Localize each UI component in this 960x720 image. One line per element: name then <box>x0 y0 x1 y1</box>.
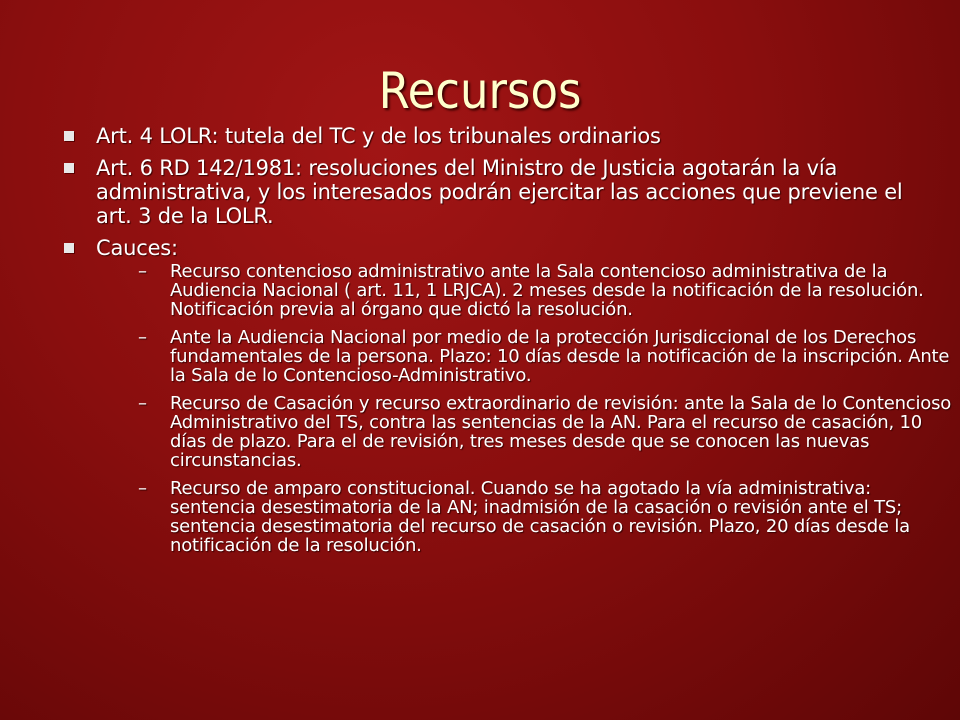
dash-bullet-icon: – <box>138 261 147 282</box>
dash-bullet-icon: – <box>138 393 147 414</box>
dash-bullet-icon: – <box>138 478 147 499</box>
sub-bullet-text: Recurso contencioso administrativo ante la Sala contencioso administrativa de la Audiencia Nacional ( art. 11, 1 LRJCA). 2 meses desde la notificación de la resolución. Notificación previa al órgano que dictó la resolución. <box>170 261 924 320</box>
slide-content <box>64 124 952 564</box>
bullet-item <box>64 124 926 148</box>
square-bullet-icon <box>64 163 74 173</box>
sub-bullet-item <box>138 328 958 385</box>
square-bullet-icon <box>64 131 74 141</box>
bullet-text: Art. 6 RD 142/1981: resoluciones del Ministro de Justicia agotarán la vía administrativa, y los interesados podrán ejercitar las acciones que previene el art. 3 de la LOLR. <box>96 156 903 228</box>
sub-bullet-text: Recurso de Casación y recurso extraordinario de revisión: ante la Sala de lo Contencioso Administrativo del TS, contra las sentencias de la AN. Para el recurso de casación, 10 días de plazo. Para el de revisión, tres meses desde que se conocen las nuevas circunstancias. <box>170 393 952 471</box>
sub-bullet-text: Recurso de amparo constitucional. Cuando se ha agotado la vía administrativa: sentencia desestimatoria de la AN; inadmisión de la casación o revisión ante el TS; sentencia desestimatoria del recurso de casación o revisión. Plazo, 20 días desde la notificación de la resolución. <box>170 478 910 556</box>
sub-bullet-item <box>138 479 958 555</box>
sub-bullet-list <box>138 262 958 555</box>
slide-title: Recursos <box>378 62 582 120</box>
sub-bullet-text: Ante la Audiencia Nacional por medio de la protección Jurisdiccional de los Derechos fundamentales de la persona. Plazo: 10 días desde la notificación de la inscripción. Ante la Sala de lo Contencioso-Administrativo. <box>170 327 950 386</box>
sub-bullet-item <box>138 394 958 470</box>
dash-bullet-icon: – <box>138 327 147 348</box>
bullet-text: Cauces: <box>96 236 178 260</box>
square-bullet-icon <box>64 243 74 253</box>
bullet-text: Art. 4 LOLR: tutela del TC y de los tribunales ordinarios <box>96 124 661 148</box>
sub-bullet-item <box>138 262 958 319</box>
bullet-item <box>64 156 926 228</box>
bullet-item <box>64 236 952 556</box>
